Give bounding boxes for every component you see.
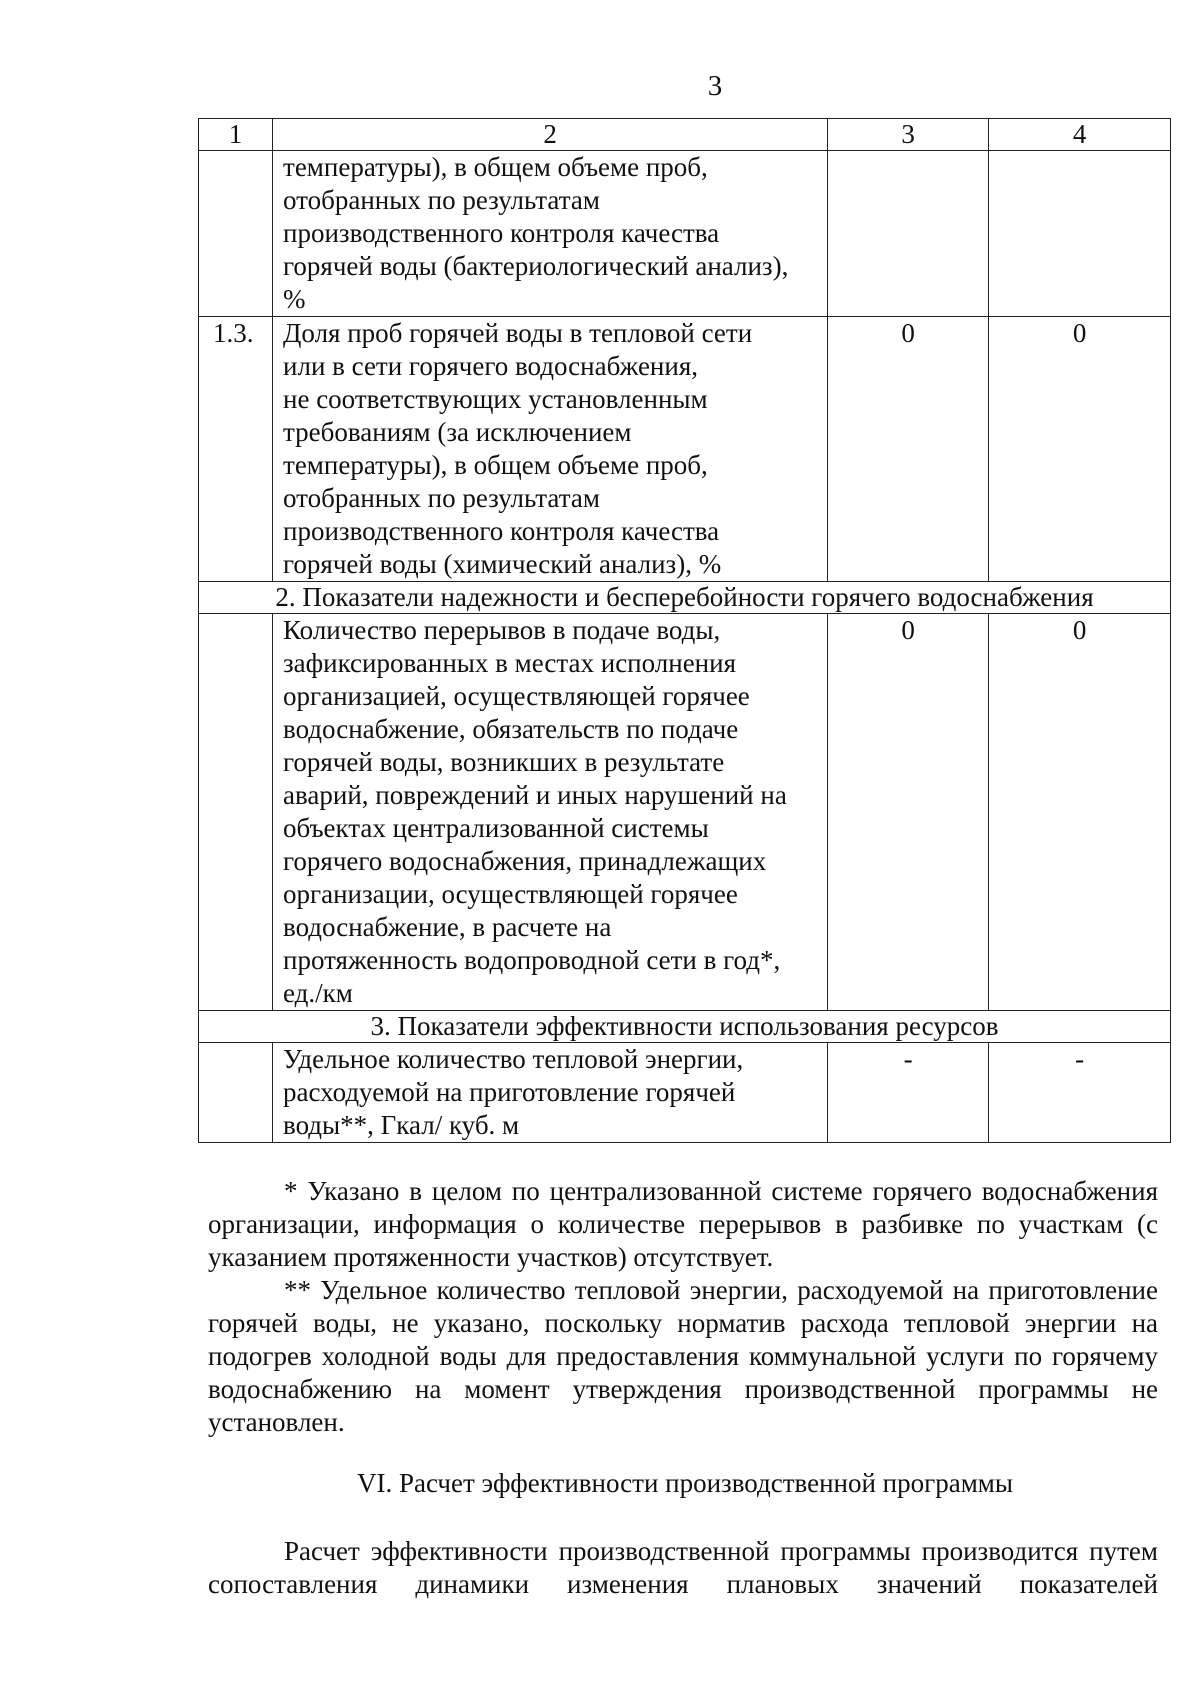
value-col3: 0 — [828, 317, 989, 582]
column-header: 2 — [273, 119, 828, 151]
indicators-table — [198, 118, 1171, 1143]
column-header: 1 — [199, 119, 273, 151]
row-number — [199, 614, 273, 1011]
value-col3 — [828, 151, 989, 317]
value-col4: 0 — [989, 614, 1171, 1011]
value-col4: 0 — [989, 317, 1171, 582]
section-title: 3. Показатели эффективности использования ресурсов — [199, 1011, 1171, 1043]
body-text — [208, 1535, 1158, 1601]
table-row — [199, 317, 1171, 582]
footnote: ** Удельное количество тепловой энергии, расходуемой на приготовление горячей воды, не указано, поскольку норматив расхода тепловой энергии на подогрев холодной воды для предоставления коммунальной услуги по горячему водоснабжению на момент утверждения производственной программы не установлен. — [208, 1275, 1158, 1437]
indicator-description: Удельное количество тепловой энергии, расходуемой на приготовление горячей воды**, Гкал/ куб. м — [273, 1043, 828, 1143]
table-row — [199, 614, 1171, 1011]
value-col4 — [989, 151, 1171, 317]
value-col4: - — [989, 1043, 1171, 1143]
column-header: 4 — [989, 119, 1171, 151]
indicator-description: Доля проб горячей воды в тепловой сети или в сети горячего водоснабжения, не соответствующих установленным требованиям (за исключением температуры), в общем объеме проб, отобранных по результатам производственного контроля качества горячей воды (химический анализ), % — [273, 317, 828, 582]
indicator-description: Количество перерывов в подаче воды, зафиксированных в местах исполнения организацией, осуществляющей горячее водоснабжение, обязательств по подаче горячей воды, возникших в результате аварий, повреждений и иных нарушений на объектах централизованной системы горячего водоснабжения, принадлежащих организации, осуществляющей горячее водоснабжение, в расчете на протяженность водопроводной сети в год*, ед./км — [273, 614, 828, 1011]
column-header: 3 — [828, 119, 989, 151]
section-title: 2. Показатели надежности и бесперебойности горячего водоснабжения — [199, 582, 1171, 614]
section-row — [199, 582, 1171, 614]
value-col3: - — [828, 1043, 989, 1143]
row-number: 1.3. — [199, 317, 273, 582]
table-header-row — [199, 119, 1171, 151]
footnote: * Указано в целом по централизованной системе горячего водоснабжения организации, информация о количестве перерывов в разбивке по участкам (с указанием протяженности участков) отсутствует. — [208, 1176, 1158, 1272]
page-number: 3 — [707, 70, 723, 102]
footnotes — [208, 1175, 1158, 1439]
table-row — [199, 151, 1171, 317]
row-number — [199, 151, 273, 317]
section-row — [199, 1011, 1171, 1043]
value-col3: 0 — [828, 614, 989, 1011]
section-heading: VI. Расчет эффективности производственной программы — [356, 1468, 1013, 1498]
indicator-description: температуры), в общем объеме проб, отобранных по результатам производственного контроля качества горячей воды (бактериологический анализ), % — [273, 151, 828, 317]
row-number — [199, 1043, 273, 1143]
table-row — [199, 1043, 1171, 1143]
body-paragraph: Расчет эффективности производственной программы производится путем сопоставления динамики изменения плановых значений показателей — [208, 1536, 1158, 1599]
